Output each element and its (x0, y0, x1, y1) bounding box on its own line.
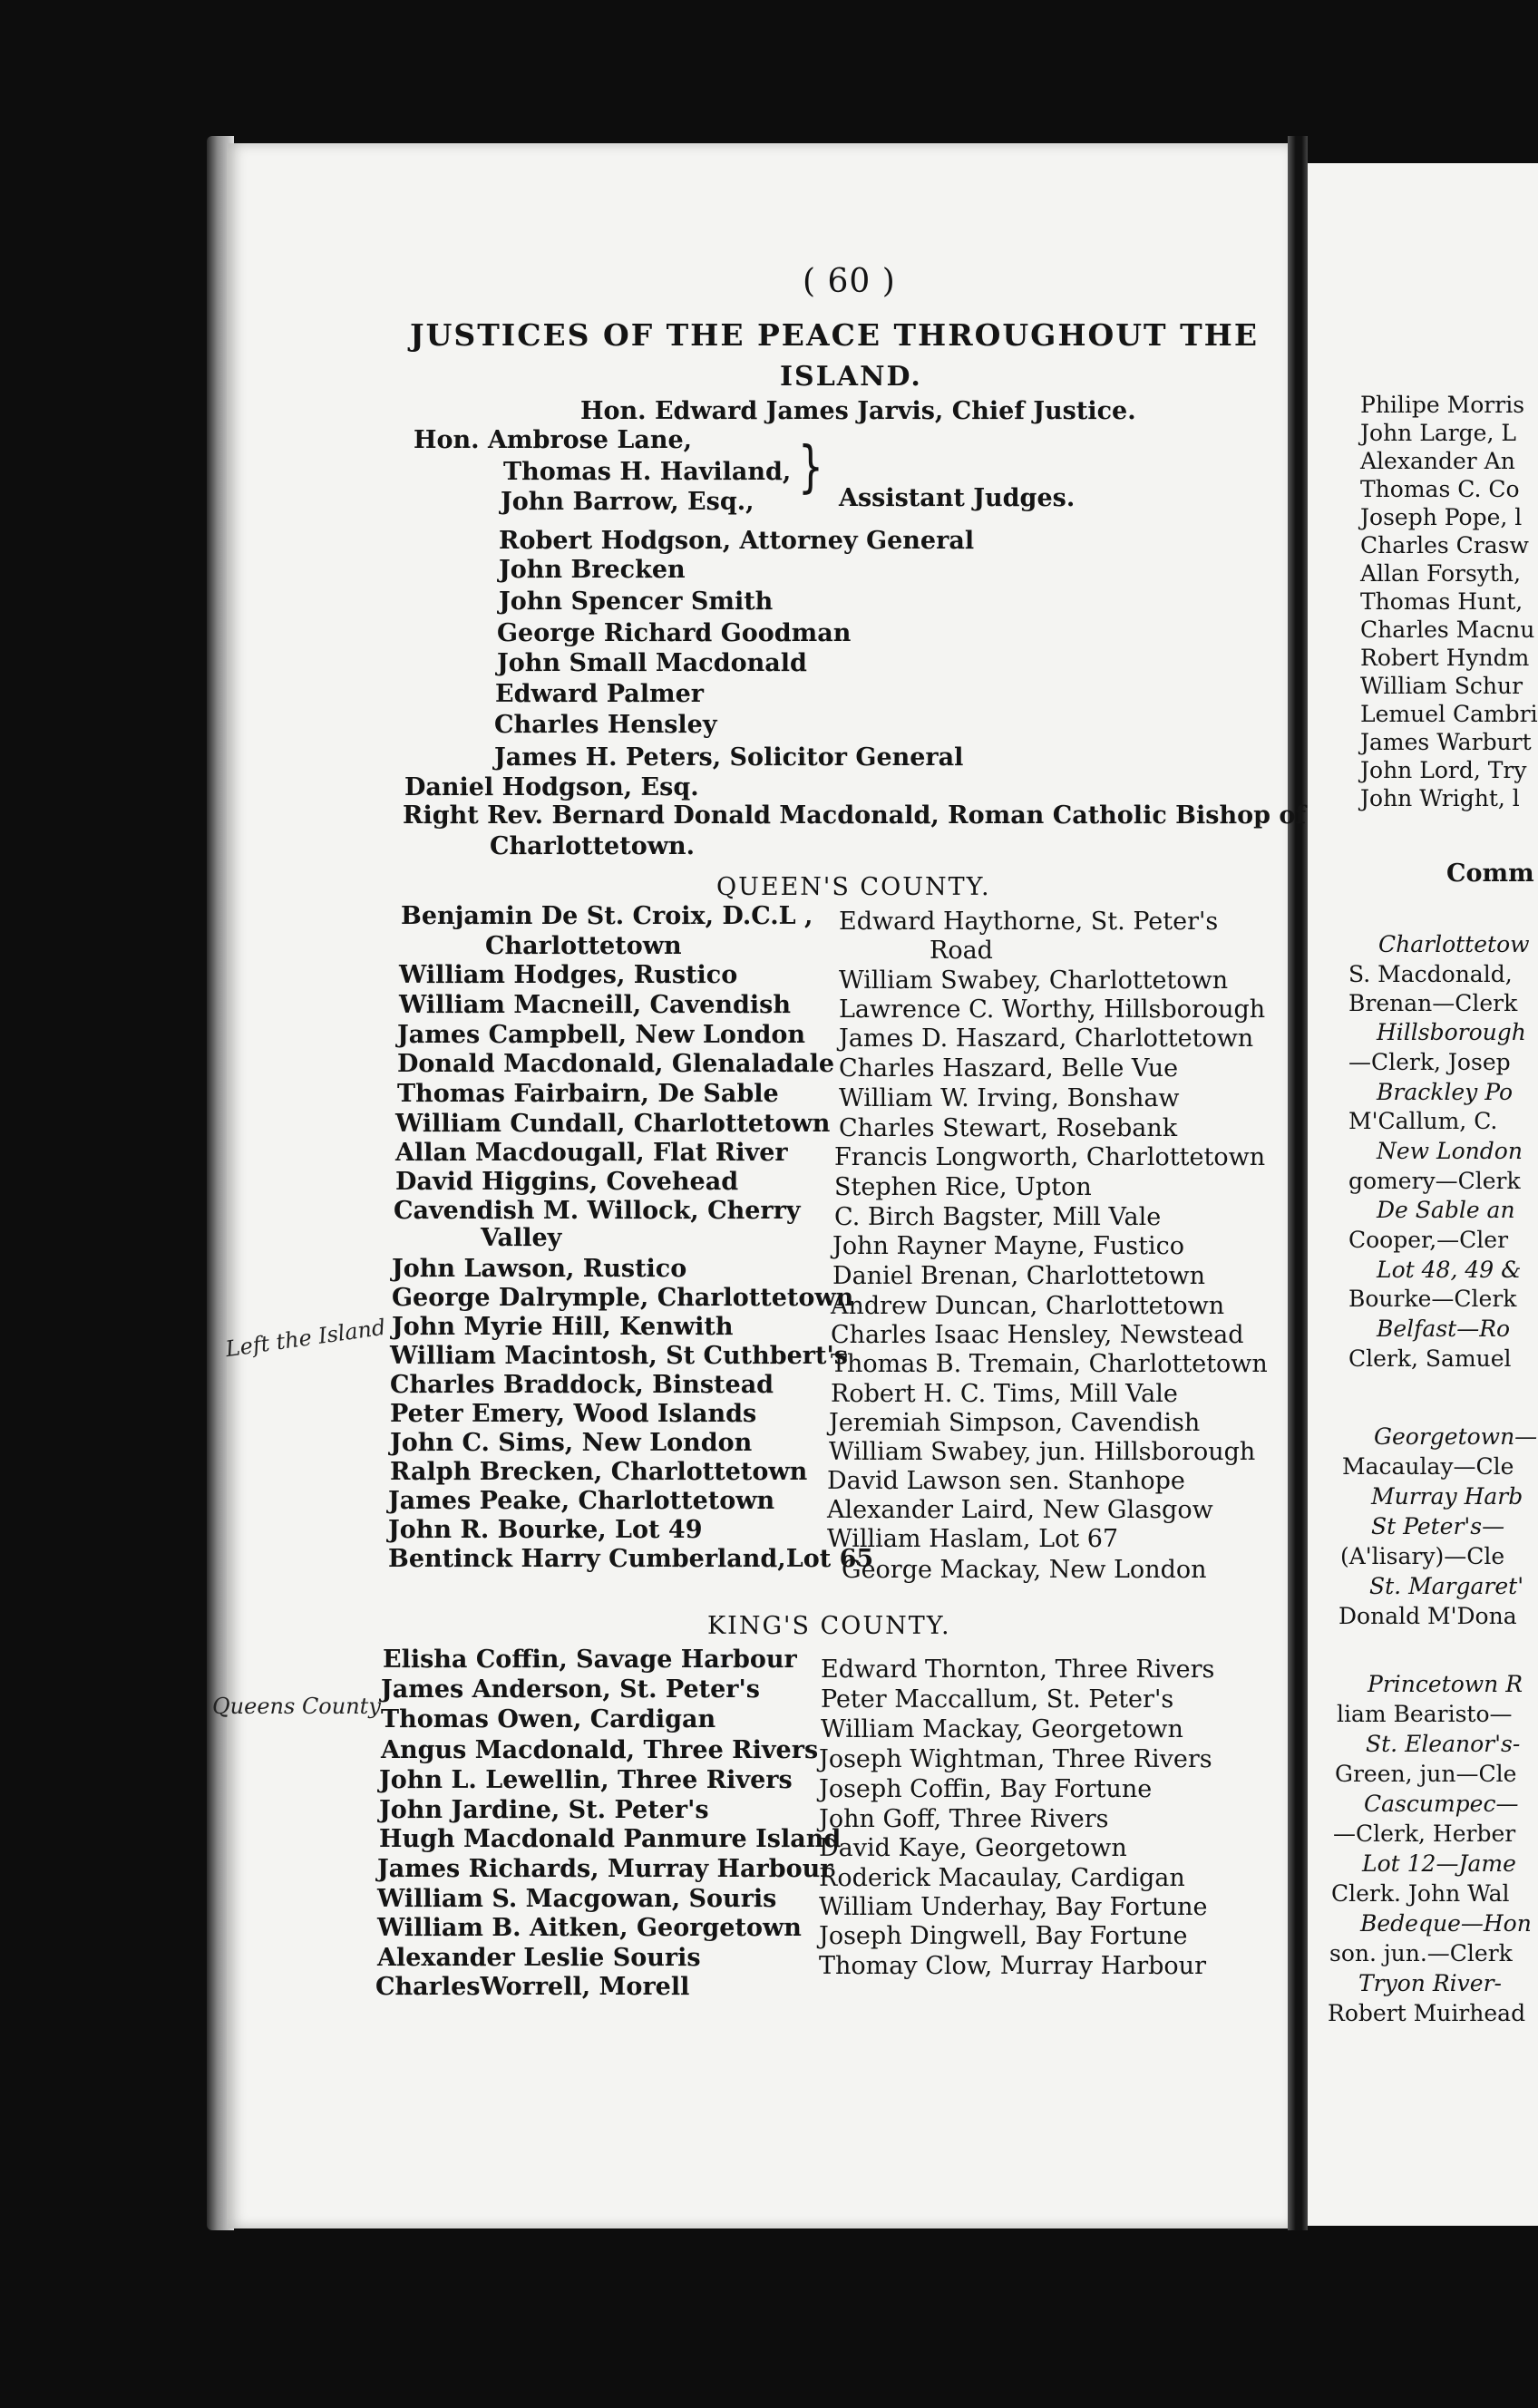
right-page-entry: Robert Hyndm (1360, 645, 1530, 671)
right-page-entry: James Warburt (1360, 729, 1532, 755)
right-page-entry: Georgetown— (1374, 1423, 1538, 1450)
official-entry: George Richard Goodman (497, 619, 852, 647)
handwritten-note: Queens County (212, 1694, 381, 1719)
justice-entry: Joseph Wightman, Three Rivers (819, 1745, 1212, 1773)
justice-entry: Thomay Clow, Murray Harbour (819, 1952, 1206, 1980)
justice-entry: Charles Stewart, Rosebank (839, 1114, 1178, 1142)
brace-mark: } (798, 434, 823, 500)
right-page-entry: Brenan—Clerk (1348, 990, 1518, 1016)
right-page-heading: Comm (1446, 859, 1534, 888)
right-page-entry: liam Bearisto— (1337, 1701, 1513, 1727)
justice-entry: David Lawson sen. Stanhope (827, 1467, 1185, 1495)
right-page-entry: Lemuel Cambri (1360, 701, 1538, 727)
justice-entry: Edward Thornton, Three Rivers (821, 1656, 1215, 1684)
right-page-entry: Donald M'Dona (1338, 1603, 1517, 1629)
justice-entry: C. Birch Bagster, Mill Vale (834, 1203, 1162, 1231)
official-entry: John Barrow, Esq., (501, 488, 754, 516)
justice-entry: Peter Emery, Wood Islands (390, 1400, 757, 1428)
justice-entry: George Mackay, New London (842, 1556, 1207, 1584)
right-page-entry: Macaulay—Cle (1342, 1453, 1514, 1480)
right-page-entry: Murray Harb (1371, 1483, 1523, 1510)
right-page-entry: Hillsborough (1377, 1019, 1526, 1045)
justice-entry: Allan Macdougall, Flat River (395, 1139, 788, 1167)
official-entry: Edward Palmer (495, 680, 705, 708)
official-entry: James H. Peters, Solicitor General (494, 743, 964, 772)
justice-entry: William Hodges, Rustico (399, 961, 738, 989)
justice-entry: David Higgins, Covehead (395, 1168, 739, 1196)
justice-entry: Robert H. C. Tims, Mill Vale (831, 1380, 1178, 1408)
justice-entry: Stephen Rice, Upton (834, 1173, 1092, 1201)
queens-county-title: QUEEN'S COUNTY. (716, 873, 991, 901)
justice-entry: Alexander Leslie Souris (377, 1944, 701, 1972)
right-page-entry: M'Callum, C. (1348, 1108, 1498, 1134)
right-page-entry: Tryon River- (1358, 1970, 1502, 1996)
justice-entry: John R. Bourke, Lot 49 (388, 1516, 703, 1544)
right-page-entry: Charles Macnu (1360, 617, 1535, 643)
right-page-entry: Lot 48, 49 & (1377, 1257, 1522, 1283)
right-page-entry: —Clerk, Herber (1333, 1821, 1516, 1847)
justice-entry: William Cundall, Charlottetown (395, 1110, 831, 1138)
kings-county-title: KING'S COUNTY. (707, 1612, 951, 1640)
right-page-entry: gomery—Clerk (1348, 1168, 1521, 1194)
right-page-entry: Joseph Pope, l (1360, 504, 1523, 530)
right-page-entry: John Wright, l (1360, 785, 1520, 811)
justice-entry: Joseph Dingwell, Bay Fortune (819, 1922, 1188, 1950)
right-page-entry: Belfast—Ro (1377, 1316, 1511, 1342)
right-page-entry: Alexander An (1360, 448, 1515, 474)
page-gutter (1288, 136, 1308, 2230)
official-entry: John Brecken (499, 556, 686, 584)
justice-entry: John C. Sims, New London (390, 1429, 753, 1457)
justice-entry: James Richards, Murray Harbour (377, 1855, 833, 1883)
justice-entry: David Kaye, Georgetown (819, 1834, 1127, 1862)
justice-entry: Joseph Coffin, Bay Fortune (819, 1775, 1153, 1803)
right-page-entry: John Lord, Try (1360, 757, 1527, 783)
justice-entry: Jeremiah Simpson, Cavendish (829, 1409, 1201, 1437)
justice-entry: John Lawson, Rustico (392, 1255, 687, 1283)
justice-entry: Peter Maccallum, St. Peter's (821, 1685, 1174, 1714)
right-page-entry: son. jun.—Clerk (1329, 1940, 1513, 1966)
right-page-entry: Allan Forsyth, (1360, 560, 1522, 587)
right-page-entry: John Large, L (1360, 420, 1516, 446)
justice-entry: William Macneill, Cavendish (399, 991, 791, 1019)
justice-entry: William Mackay, Georgetown (821, 1715, 1183, 1743)
page-heading: JUSTICES OF THE PEACE THROUGHOUT THE (410, 317, 1259, 353)
justice-entry: Charlottetown (485, 932, 682, 960)
official-entry: John Small Macdonald (497, 649, 807, 677)
justice-entry: Bentinck Harry Cumberland,Lot 65 (388, 1545, 874, 1573)
justice-entry: John Jardine, St. Peter's (379, 1796, 709, 1824)
justice-entry: William Haslam, Lot 67 (827, 1525, 1119, 1553)
page-heading-continued: ISLAND. (780, 361, 922, 393)
right-page-entry: St. Eleanor's- (1366, 1731, 1521, 1757)
right-page-entry: Charles Crasw (1360, 532, 1529, 558)
justice-entry: Andrew Duncan, Charlottetown (831, 1292, 1225, 1320)
justice-entry: Charles Haszard, Belle Vue (839, 1054, 1179, 1083)
official-entry: Thomas H. Haviland, (503, 458, 792, 486)
justice-entry: Road (930, 937, 993, 965)
justice-entry: Lawrence C. Worthy, Hillsborough (839, 995, 1266, 1024)
justice-entry: Valley (481, 1224, 562, 1252)
justice-entry: James Campbell, New London (397, 1021, 806, 1049)
page-number: ( 60 ) (803, 263, 896, 300)
justice-entry: William Macintosh, St Cuthbert's (390, 1342, 848, 1370)
official-entry: Charlottetown. (490, 832, 695, 860)
right-page-entry: Lot 12—Jame (1362, 1850, 1516, 1877)
justice-entry: George Dalrymple, Charlottetown (392, 1284, 854, 1312)
justice-entry: Roderick Macaulay, Cardigan (819, 1864, 1185, 1892)
justice-entry: Thomas B. Tremain, Charlottetown (831, 1350, 1268, 1378)
right-page-entry: St. Margaret' (1369, 1573, 1524, 1599)
justice-entry: William Underhay, Bay Fortune (819, 1893, 1208, 1921)
justice-entry: Elisha Coffin, Savage Harbour (383, 1646, 797, 1674)
justice-entry: Angus Macdonald, Three Rivers (381, 1736, 819, 1764)
right-page-entry: Charlottetow (1378, 931, 1530, 957)
right-page-entry: New London (1377, 1138, 1523, 1164)
right-page-entry: Bedeque—Hon (1360, 1910, 1532, 1937)
right-page-entry: Cooper,—Cler (1348, 1227, 1509, 1253)
justice-entry: William Swabey, Charlottetown (839, 966, 1229, 995)
justice-entry: Hugh Macdonald Panmure Island (379, 1825, 842, 1853)
right-page-entry: —Clerk, Josep (1348, 1049, 1511, 1075)
right-page-entry: Robert Muirhead (1328, 2000, 1526, 2026)
right-page-entry: (A'lisary)—Cle (1340, 1543, 1505, 1569)
right-page-entry: Thomas C. Co (1360, 476, 1520, 502)
right-page-entry: Princetown R (1368, 1671, 1523, 1697)
justice-entry: James Anderson, St. Peter's (381, 1675, 760, 1704)
official-entry: Charles Hensley (494, 711, 717, 739)
justice-entry: Daniel Brenan, Charlottetown (832, 1262, 1205, 1290)
right-page-entry: Green, jun—Cle (1335, 1761, 1517, 1787)
justice-entry: John Myrie Hill, Kenwith (392, 1313, 734, 1341)
right-page-entry: Thomas Hunt, (1360, 588, 1523, 615)
right-page-entry: S. Macdonald, (1348, 961, 1513, 987)
justice-entry: Alexander Laird, New Glasgow (827, 1496, 1213, 1524)
justice-entry: John L. Lewellin, Three Rivers (379, 1766, 793, 1794)
handwritten-note: Left the Island (223, 1314, 387, 1363)
justice-entry: Thomas Fairbairn, De Sable (397, 1080, 779, 1108)
justice-entry: Donald Macdonald, Glenaladale (397, 1050, 835, 1078)
official-entry: Robert Hodgson, Attorney General (499, 527, 975, 555)
justice-entry: Charles Braddock, Binstead (390, 1371, 774, 1399)
justice-entry: James Peake, Charlottetown (388, 1487, 775, 1515)
justice-entry: William S. Macgowan, Souris (377, 1885, 777, 1913)
right-page-entry: William Schur (1360, 673, 1523, 699)
right-page-entry: Brackley Po (1377, 1079, 1514, 1105)
justice-entry: James D. Haszard, Charlottetown (839, 1024, 1254, 1053)
right-page-entry: De Sable an (1377, 1197, 1515, 1223)
official-entry: Hon. Ambrose Lane, (414, 426, 693, 454)
justice-entry: William B. Aitken, Georgetown (377, 1914, 802, 1942)
official-entry: Daniel Hodgson, Esq. (404, 773, 699, 801)
justice-entry: John Rayner Mayne, Fustico (832, 1232, 1184, 1260)
justice-entry: Ralph Brecken, Charlottetown (390, 1458, 808, 1486)
right-page-entry: Philipe Morris (1360, 392, 1525, 418)
right-page-entry: St Peter's— (1371, 1513, 1505, 1539)
justice-entry: Charles Isaac Hensley, Newstead (831, 1321, 1244, 1349)
official-entry: Right Rev. Bernard Donald Macdonald, Roman Catholic Bishop of (403, 801, 1306, 830)
justice-entry: William Swabey, jun. Hillsborough (829, 1438, 1256, 1466)
justice-entry: Cavendish M. Willock, Cherry (394, 1197, 801, 1225)
justice-entry: William W. Irving, Bonshaw (839, 1084, 1180, 1112)
right-page-entry: Bourke—Clerk (1348, 1286, 1517, 1312)
right-page-entry: Clerk. John Wal (1331, 1880, 1510, 1907)
justice-entry: Francis Longworth, Charlottetown (834, 1143, 1266, 1171)
official-chief-justice: Hon. Edward James Jarvis, Chief Justice. (580, 397, 1136, 425)
justice-entry: Benjamin De St. Croix, D.C.L , (401, 902, 813, 930)
assistant-judges-label: Assistant Judges. (839, 484, 1076, 512)
justice-entry: John Goff, Three Rivers (819, 1805, 1109, 1833)
justice-entry: Thomas Owen, Cardigan (381, 1705, 716, 1733)
right-page-entry: Clerk, Samuel (1348, 1345, 1512, 1372)
justice-entry: CharlesWorrell, Morell (375, 1973, 690, 2001)
justice-entry: Edward Haythorne, St. Peter's (839, 908, 1219, 936)
official-entry: John Spencer Smith (499, 587, 774, 616)
right-page-entry: Cascumpec— (1364, 1791, 1519, 1817)
